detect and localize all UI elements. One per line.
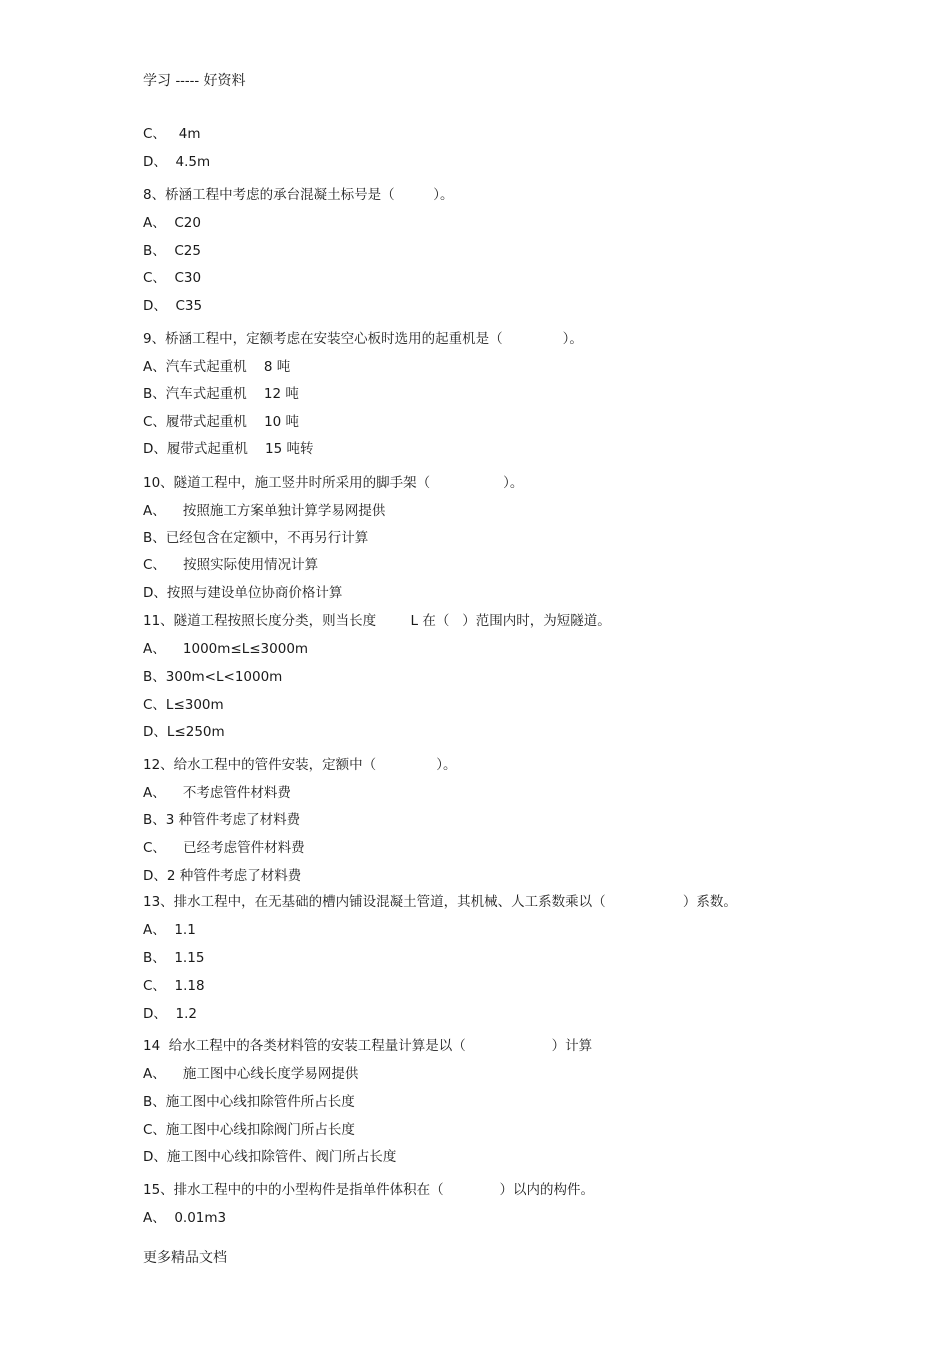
answer-option: D、 C35 xyxy=(143,298,203,314)
question-text: 12、给水工程中的管件安装，定额中（ ）。 xyxy=(143,757,457,773)
answer-option: B、300m<L<1000m xyxy=(143,669,283,685)
answer-option: B、 1.15 xyxy=(143,950,205,966)
answer-option: A、 0.01m3 xyxy=(143,1210,227,1226)
answer-option: B、 C25 xyxy=(143,243,201,259)
answer-option: A、 C20 xyxy=(143,215,201,231)
answer-option: A、 不考虑管件材料费 xyxy=(143,785,291,801)
question-text: 9、桥涵工程中，定额考虑在安装空心板时选用的起重机是（ ）。 xyxy=(143,331,583,347)
answer-option: C、 已经考虑管件材料费 xyxy=(143,840,305,856)
answer-option: D、按照与建设单位协商价格计算 xyxy=(143,585,343,601)
answer-option: C、履带式起重机 10 吨 xyxy=(143,414,300,430)
answer-option: C、 按照实际使用情况计算 xyxy=(143,557,319,573)
answer-option: D、 1.2 xyxy=(143,1006,197,1022)
answer-option: D、 4.5m xyxy=(143,154,211,170)
answer-option: C、施工图中心线扣除阀门所占长度 xyxy=(143,1122,355,1138)
answer-option: A、 1000m≤L≤3000m xyxy=(143,641,309,657)
answer-option: A、 1.1 xyxy=(143,922,196,938)
page-footer: 更多精品文档 xyxy=(143,1250,227,1266)
answer-option: A、汽车式起重机 8 吨 xyxy=(143,359,291,375)
answer-option: C、L≤300m xyxy=(143,697,224,713)
answer-option: C、 C30 xyxy=(143,270,202,286)
answer-option: B、3 种管件考虑了材料费 xyxy=(143,812,301,828)
question-text: 14 给水工程中的各类材料管的安装工程量计算是以（ ）计算 xyxy=(143,1038,593,1054)
answer-option: B、汽车式起重机 12 吨 xyxy=(143,386,299,402)
answer-option: A、 按照施工方案单独计算学易网提供 xyxy=(143,503,386,519)
question-text: 11、隧道工程按照长度分类，则当长度 L 在（ ）范围内时，为短隧道。 xyxy=(143,613,611,629)
answer-option: A、 施工图中心线长度学易网提供 xyxy=(143,1066,359,1082)
answer-option: D、L≤250m xyxy=(143,724,225,740)
answer-option: C、 4m xyxy=(143,126,201,142)
answer-option: D、2 种管件考虑了材料费 xyxy=(143,868,302,884)
question-text: 8、桥涵工程中考虑的承台混凝土标号是（ ）。 xyxy=(143,187,454,203)
question-text: 10、隧道工程中，施工竖井时所采用的脚手架（ ）。 xyxy=(143,475,524,491)
answer-option: D、履带式起重机 15 吨转 xyxy=(143,441,314,457)
answer-option: D、施工图中心线扣除管件、阀门所占长度 xyxy=(143,1149,397,1165)
answer-option: B、已经包含在定额中，不再另行计算 xyxy=(143,530,369,546)
page-header: 学习 ----- 好资料 xyxy=(143,73,246,89)
question-text: 15、排水工程中的中的小型构件是指单件体积在（ ）以内的构件。 xyxy=(143,1182,594,1198)
answer-option: B、施工图中心线扣除管件所占长度 xyxy=(143,1094,355,1110)
question-text: 13、排水工程中，在无基础的槽内铺设混凝土管道，其机械、人工系数乘以（ ）系数。 xyxy=(143,894,737,910)
answer-option: C、 1.18 xyxy=(143,978,205,994)
